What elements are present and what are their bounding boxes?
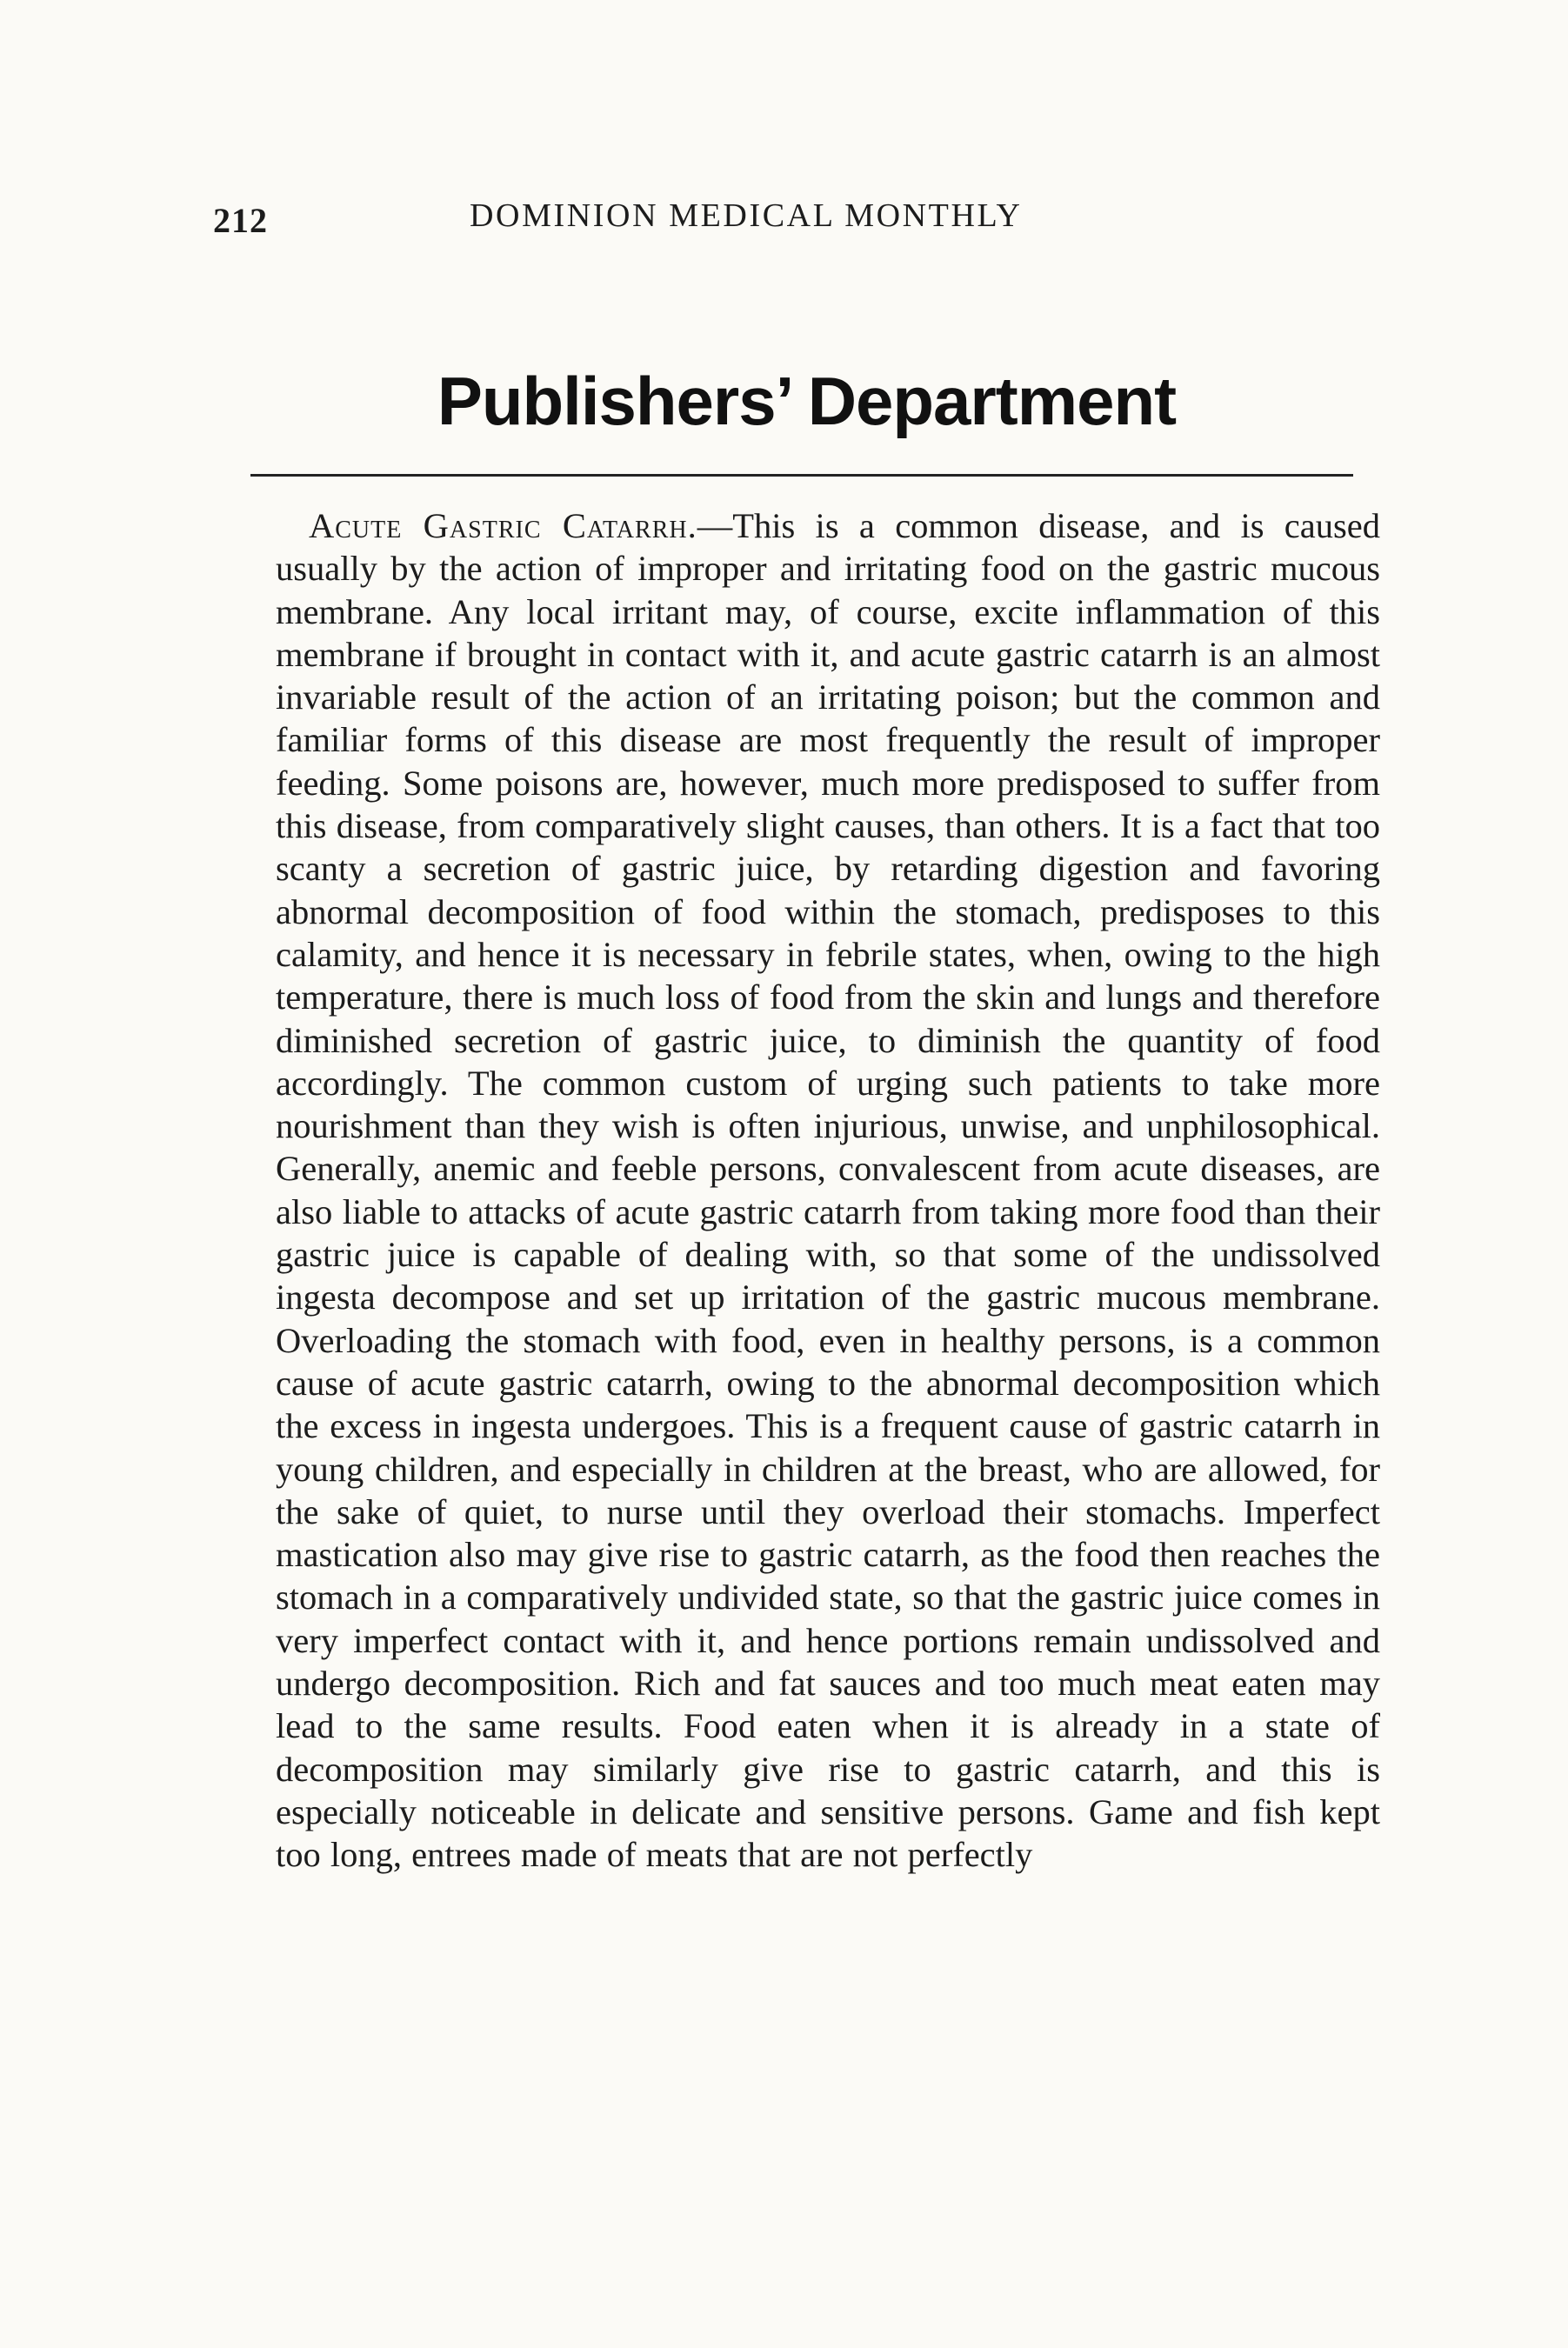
article-body: —This is a common disease, and is caused usually by the action of improper and irritating food on the gastric mucous membrane. Any local irritant may, of course, excite inflammation of this membrane if brought in contact with it, and acute gastric catarrh is an almost invariable result of the action of an irritating poison; but the common and familiar forms of this disease are most frequently the result of improper feeding. Some poisons are, however, much more predisposed to suffer from this disease, from comparatively slight causes, than others. It is a fact that too scanty a secretion of gastric juice, by retarding digestion and favoring abnormal decomposition of food within the stomach, predisposes to this calamity, and hence it is necessary in febrile states, when, owing to the high temperature, there is much loss of food from the skin and lungs and therefore diminished secretion of gastric juice, to diminish the quantity of food accordingly. The common custom of urging such patients to take more nourishment than they wish is often injurious, unwise, and unphilosophical. Generally, anemic and feeble persons, convalescent from acute diseases, are also liable to attacks of acute gastric catarrh from taking more food than their gastric juice is capable of dealing with, so that some of the undissolved ingesta decompose and set up irritation of the gastric mucous membrane. Overloading the stomach with food, even in healthy persons, is a common cause of acute gastric catarrh, owing to the abnormal decomposition which the excess in ingesta undergoes. This is a frequent cause of gastric catarrh in young children, and especially in children at the breast, who are allowed, for the sake of quiet, to nurse until they overload their stomachs. Imperfect mastication also may give rise to gastric catarrh, as the food then reaches the stomach in a comparatively undivided state, so that the gastric juice comes in very imperfect contact with it, and hence portions remain undissolved and undergo decomposition. Rich and fat sauces and too much meat eaten may lead to the same results. Food eaten when it is already in a state of decomposition may similarly give rise to gastric catarrh, and this is especially noticeable in delicate and sensitive persons. Game and fish kept too long, entrees made of meats that are not perfectly xyxy=(276,506,1380,1875)
heading-rule xyxy=(250,474,1353,477)
article-lead: Acute Gastric Catarrh. xyxy=(309,506,697,545)
journal-title: DOMINION MEDICAL MONTHLY xyxy=(470,197,1023,234)
article-paragraph xyxy=(276,504,1380,1877)
running-head xyxy=(213,193,1100,245)
section-heading: Publishers’ Department xyxy=(437,363,1177,439)
page-number: 212 xyxy=(213,201,268,240)
